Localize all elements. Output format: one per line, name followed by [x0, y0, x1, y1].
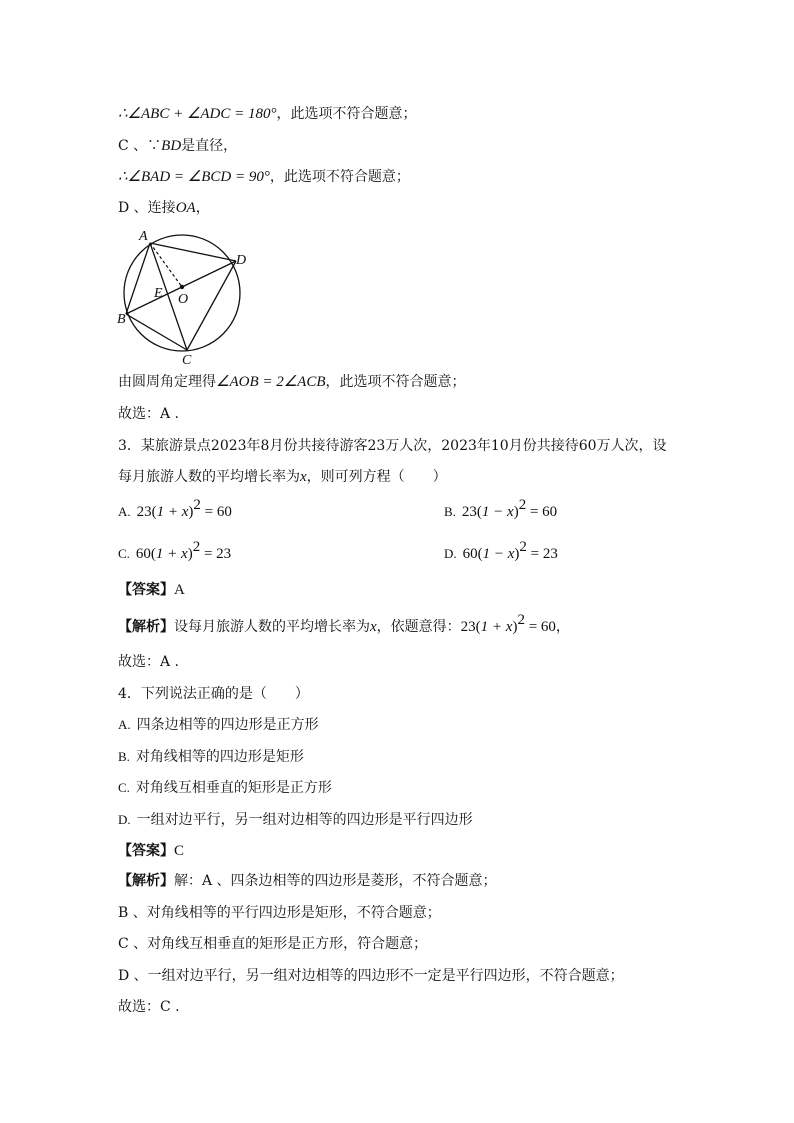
option-lead: 60 [462, 546, 478, 562]
q3-stem-line1 [118, 436, 667, 456]
conclusion-text: 故选：C . [118, 999, 180, 1015]
math-aob: ∠AOB = 2∠ACB [216, 374, 326, 390]
option-rhs: = 60 [526, 504, 558, 520]
segment-oa-dashed [150, 243, 182, 287]
q4-option-d [118, 809, 473, 831]
option-lead: 23 [461, 504, 477, 520]
line-angle-sum [118, 104, 417, 124]
label-a: A [139, 229, 148, 244]
q3-stem-text: 3．某旅游景点2023年8月份共接待游客23万人次，2023年10月份共接待60万人次，设 [118, 438, 667, 454]
circle-figure [112, 225, 282, 365]
analysis-eq-exponent: 2 [517, 612, 525, 628]
q3-option-b: B. $23(1 - x)^2 = 60$ [444, 497, 558, 520]
analysis-text: C 、对角线互相垂直的矩形是正方形，符合题意； [118, 936, 428, 952]
math-bd: BD [161, 138, 182, 154]
q3-stem-text: ，则可列方程（ ） [306, 469, 447, 485]
analysis-tag: 【解析】 [118, 619, 174, 635]
q4-stem [118, 684, 309, 704]
analysis-text: 解：A 、四条边相等的四边形是菱形，不符合题意； [174, 873, 497, 889]
analysis-eq-inner: 1 + x [480, 619, 513, 635]
q3-conclusion [118, 652, 179, 672]
answer-value: C [174, 843, 185, 859]
point-o [180, 285, 184, 289]
option-inner: 1 − x [481, 504, 514, 520]
conclusion-text: 故选：A . [118, 654, 180, 670]
label-b: B [117, 312, 126, 327]
option-text: 一组对边平行，另一组对边相等的四边形是平行四边形 [136, 812, 473, 828]
line-text: ， [195, 200, 210, 216]
line-connect-oa [118, 198, 210, 218]
option-exponent: 2 [192, 539, 201, 555]
math-oa: OA [175, 200, 196, 216]
analysis-text: D 、一组对边平行，另一组对边相等的四边形不一定是平行四边形，不符合题意； [118, 968, 624, 984]
line-text: 是直径， [181, 138, 238, 154]
line-prefix: 由圆周角定理得 [118, 374, 216, 390]
option-label: C. [118, 780, 130, 795]
q4-analysis-line3 [118, 934, 427, 954]
line-inscribed-angle [118, 372, 466, 392]
math-right-angles: ∴∠BAD = ∠BCD = 90° [118, 169, 270, 185]
analysis-eq-lead: 23 [460, 619, 476, 635]
q3-option-c: C. $60(1 + x)^2 = 23$ [118, 539, 232, 562]
option-exponent: 2 [193, 497, 201, 513]
math-angle-sum: ∴∠ABC + ∠ADC = 180° [118, 106, 277, 122]
q3-option-a: A. $23(1 + x)^2 = 60$ [118, 497, 232, 520]
q4-option-c [118, 777, 332, 799]
option-inner: 1 + x [156, 504, 189, 520]
segment-ab [126, 243, 150, 314]
q4-conclusion [118, 997, 180, 1017]
analysis-text: B 、对角线相等的平行四边形是矩形，不符合题意； [118, 905, 441, 921]
line-choose-a [118, 404, 179, 424]
line-text: ，此选项不符合题意； [276, 106, 417, 122]
answer-value: A [174, 582, 185, 598]
label-d: D [236, 253, 247, 268]
label-c: C [182, 353, 192, 365]
q3-analysis: 【解析】设每月旅游人数的平均增长率为x，依题意得：$23(1 + x)^2 = 60$， [118, 612, 570, 635]
answer-tag: 【答案】 [118, 582, 174, 598]
label-e: E [154, 286, 163, 301]
option-inner: 1 − x [482, 546, 515, 562]
q4-option-a [118, 714, 319, 736]
q3-option-d: D. $60(1 - x)^2 = 23$ [444, 539, 558, 562]
option-rhs: = 23 [200, 546, 232, 562]
option-label: C. [118, 546, 130, 561]
option-lead: 60 [135, 546, 151, 562]
option-text: 对角线互相垂直的矩形是正方形 [135, 780, 332, 796]
option-exponent: 2 [518, 497, 527, 513]
q4-analysis-line4 [118, 966, 624, 986]
q4-analysis-line1 [118, 871, 497, 891]
option-label: D. [444, 546, 457, 561]
option-label: A. [118, 717, 131, 732]
answer-tag: 【答案】 [118, 843, 174, 859]
q3-stem-line2 [118, 467, 447, 487]
analysis-text: ， [555, 619, 570, 635]
line-text: ，此选项不符合题意； [325, 374, 466, 390]
analysis-text: 设每月旅游人数的平均增长率为 [174, 619, 370, 635]
option-lead: 23 [136, 504, 152, 520]
q4-stem-text: 4．下列说法正确的是（ ） [118, 686, 309, 702]
line-bd-diameter [118, 136, 237, 156]
line-prefix: C 、∵ [118, 138, 162, 154]
q4-answer [118, 841, 184, 861]
option-label: D. [118, 812, 131, 827]
option-text: 对角线相等的四边形是矩形 [135, 749, 304, 765]
q3-answer [118, 580, 185, 600]
option-rhs: = 60 [200, 504, 232, 520]
line-right-angles [118, 167, 410, 187]
option-inner: 1 + x [155, 546, 188, 562]
q3-var-x: x [300, 469, 307, 485]
option-rhs: = 23 [526, 546, 558, 562]
analysis-var-x: x [370, 619, 377, 635]
option-label: B. [118, 749, 130, 764]
analysis-tag: 【解析】 [118, 873, 174, 889]
line-text: ，此选项不符合题意； [269, 169, 410, 185]
q3-stem-text: 每月旅游人数的平均增长率为 [118, 469, 300, 485]
q4-analysis-line2 [118, 903, 441, 923]
segment-cd [187, 261, 236, 350]
analysis-eq-rhs: = 60 [524, 619, 556, 635]
option-label: A. [118, 504, 131, 519]
line-text: 故选：A . [118, 406, 180, 422]
option-label: B. [444, 504, 456, 519]
label-o: O [178, 292, 189, 307]
analysis-text: ，依题意得： [376, 619, 461, 635]
option-text: 四条边相等的四边形是正方形 [136, 717, 319, 733]
q4-option-b [118, 746, 304, 768]
option-exponent: 2 [519, 539, 527, 555]
line-prefix: D 、连接 [118, 200, 176, 216]
